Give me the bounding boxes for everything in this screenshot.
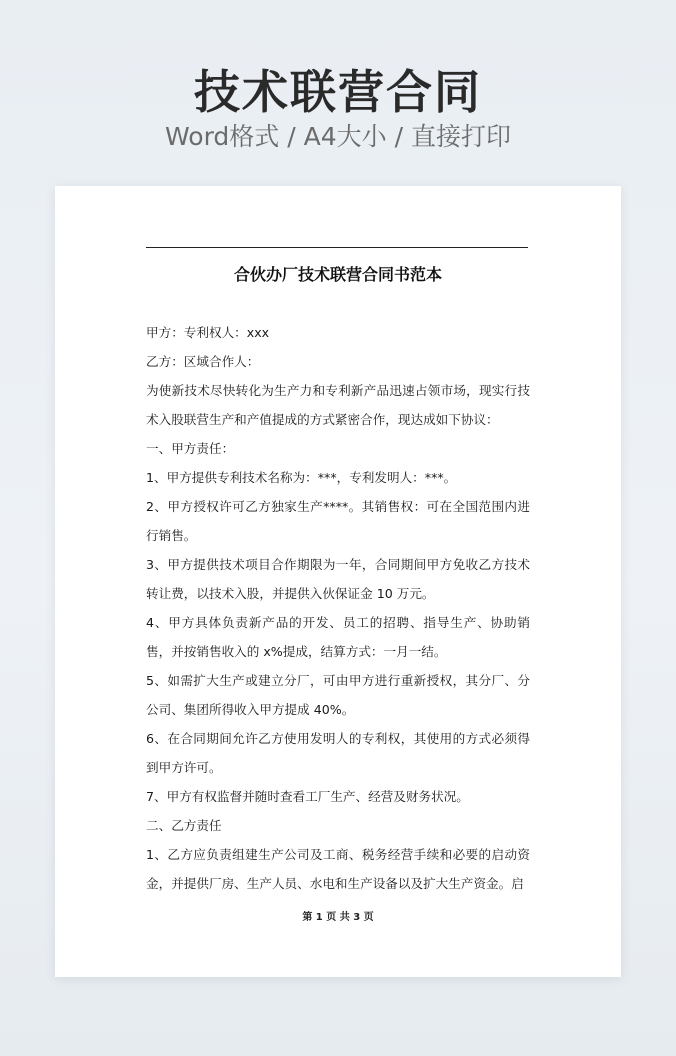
paragraph: 甲方：专利权人：xxx: [146, 325, 270, 340]
paragraph: 4、甲方具体负责新产品的开发、员工的招聘、指导生产、协助销售，并按销售收入的 x%提成，结算方式：一月一结。: [146, 615, 530, 659]
banner-title: 技术联营合同: [194, 65, 482, 119]
section-heading: 一、甲方责任：: [146, 441, 235, 456]
paragraph: 为使新技术尽快转化为生产力和专利新产品迅速占领市场，现实行技术入股联营生产和产值提成的方式紧密合作，现达成如下协议：: [146, 383, 530, 427]
paragraph: 1、乙方应负责组建生产公司及工商、税务经营手续和必要的启动资金，并提供厂房、生产人员、水电和生产设备以及扩大生产资金。启: [146, 847, 530, 891]
paragraph: 1、甲方提供专利技术名称为：***，专利发明人：***。: [146, 470, 457, 485]
paragraph: 乙方：区域合作人：: [146, 354, 260, 369]
paragraph: 7、甲方有权监督并随时查看工厂生产、经营及财务状况。: [146, 789, 469, 804]
banner-subtitle: Word格式 / A4大小 / 直接打印: [165, 122, 511, 151]
paragraph: 2、甲方授权许可乙方独家生产****。其销售权：可在全国范围内进行销售。: [146, 499, 530, 543]
page-number: 第 1 页 共 3 页: [302, 912, 374, 923]
document-page: [55, 186, 621, 977]
section-heading: 二、乙方责任: [146, 818, 222, 833]
paragraph: 6、在合同期间允许乙方使用发明人的专利权，其使用的方式必须得到甲方许可。: [146, 731, 530, 775]
document-title: 合伙办厂技术联营合同书范本: [233, 265, 442, 284]
paragraph: 5、如需扩大生产或建立分厂，可由甲方进行重新授权，其分厂、分公司、集团所得收入甲方提成 40%。: [146, 673, 530, 717]
document-body: [146, 318, 530, 898]
paragraph: 3、甲方提供技术项目合作期限为一年，合同期间甲方免收乙方技术转让费，以技术入股，并提供入伙保证金 10 万元。: [146, 557, 530, 601]
header-rule: [146, 247, 528, 248]
